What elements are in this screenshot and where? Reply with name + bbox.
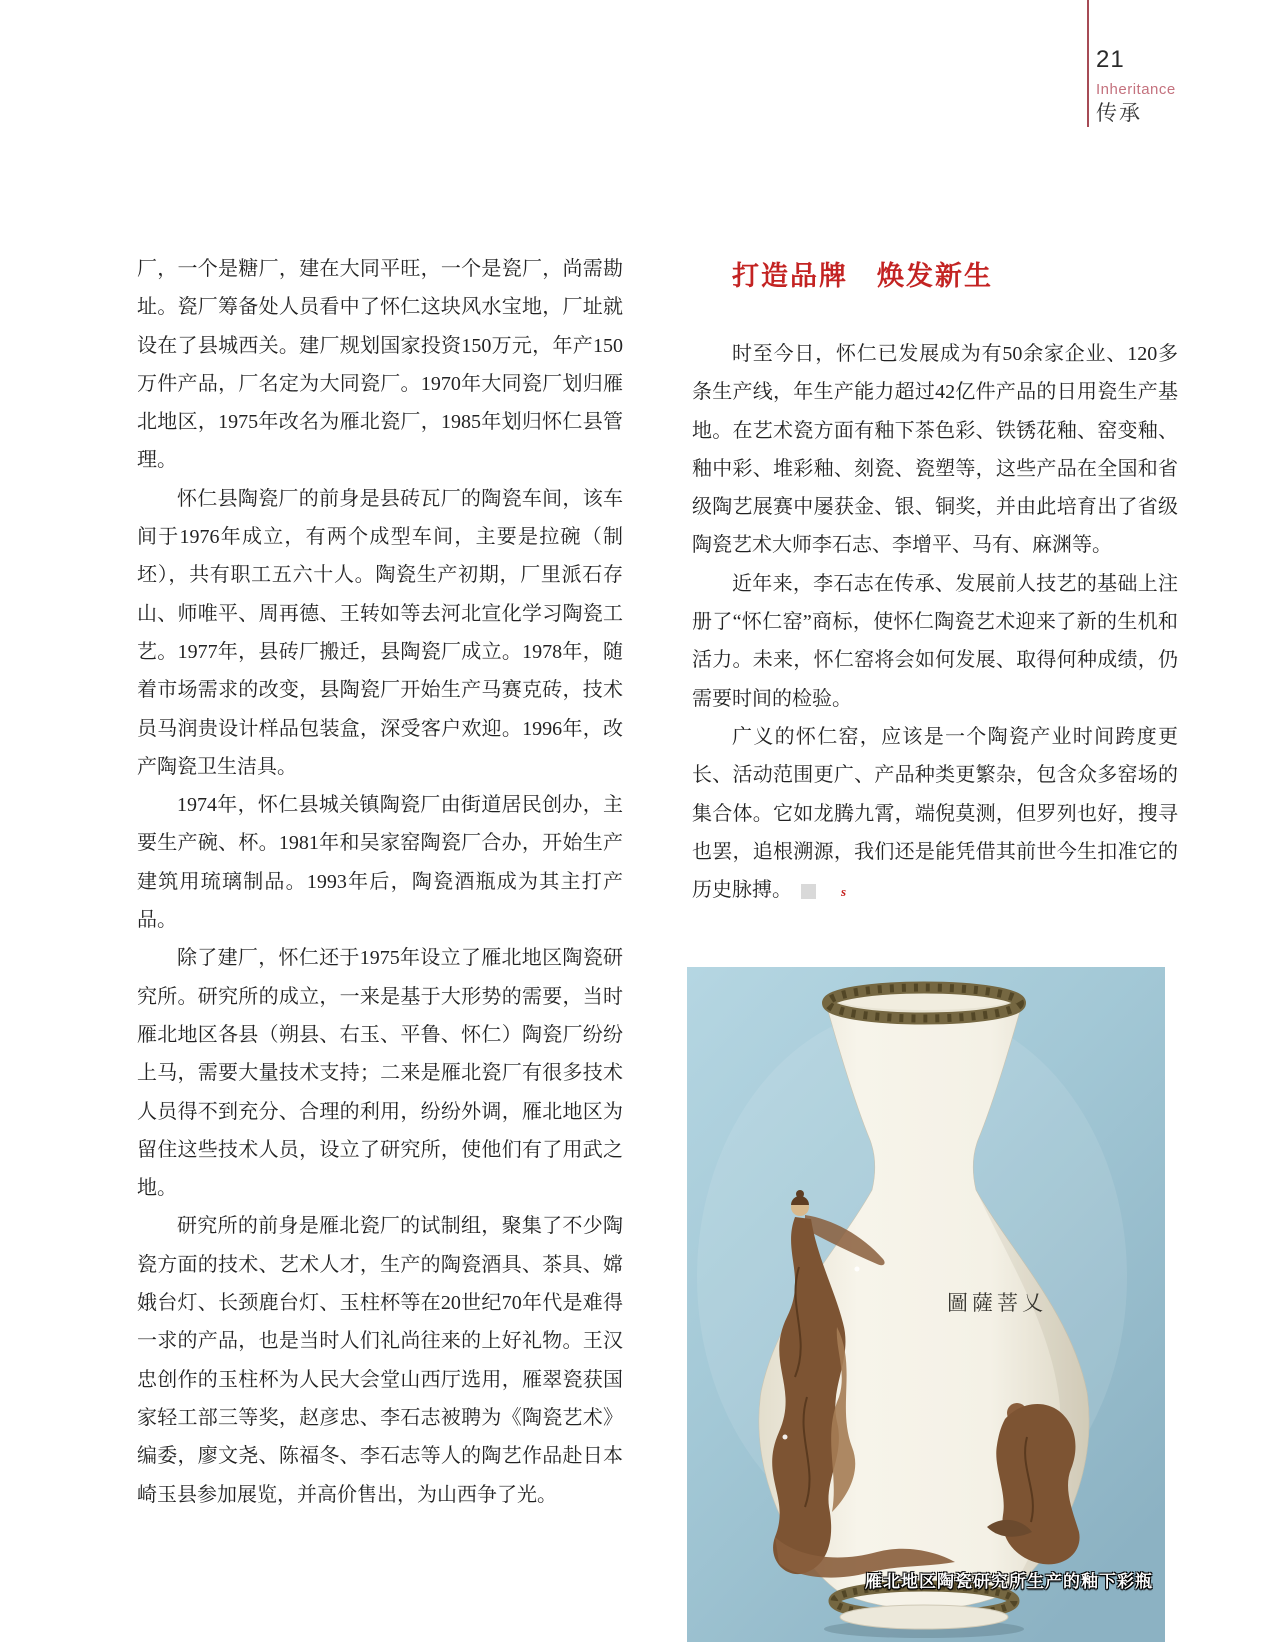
body-paragraph: 1974年，怀仁县城关镇陶瓷厂由街道居民创办，主要生产碗、杯。1981年和吴家窑陶瓷厂合办，开始生产建筑用琉璃制品。1993年后，陶瓷酒瓶成为其主打产品。 <box>137 794 623 932</box>
body-paragraph: 怀仁县陶瓷厂的前身是县砖瓦厂的陶瓷车间，该车间于1976年成立，有两个成型车间，主要是拉碗（制坯），共有职工五六十人。陶瓷生产初期，厂里派石存山、师唯平、周再德、王转如等去河北宣化学习陶瓷工艺。1977年，县砖厂搬迁，县陶瓷厂成立。1978年，随着市场需求的改变，县陶瓷厂开始生产马赛克砖，技术员马润贵设计样品包装盒，深受客户欢迎。1996年，改产陶瓷卫生洁具。 <box>137 487 623 778</box>
right-column <box>692 335 1178 909</box>
section-name-en: Inheritance <box>1096 81 1176 98</box>
body-paragraph: 近年来，李石志在传承、发展前人技艺的基础上注册了“怀仁窑”商标，使怀仁陶瓷艺术迎来了新的生机和活力。未来，怀仁窑将会如何发展、取得何种成绩，仍需要时间的检验。 <box>692 572 1178 710</box>
page-number: 21 <box>1096 46 1125 73</box>
body-paragraph: 研究所的前身是雁北瓷厂的试制组，聚集了不少陶瓷方面的技术、艺术人才，生产的陶瓷酒具、茶具、嫦娥台灯、长颈鹿台灯、玉柱杯等在20世纪70年代是难得一求的产品，也是当时人们礼尚往来的上好礼物。王汉忠创作的玉柱杯为人民大会堂山西厅选用，雁翠瓷获国家轻工部三等奖，赵彦忠、李石志被聘为《陶瓷艺术》编委，廖文尧、陈福冬、李石志等人的陶艺作品赴日本崎玉县参加展览，并高价售出，为山西争了光。 <box>137 1215 623 1506</box>
header-rule <box>1087 0 1089 127</box>
vase-inscription: 圖薩菩乂 <box>947 1291 1047 1315</box>
body-paragraph <box>692 718 1178 909</box>
vase-illustration <box>687 967 1165 1642</box>
section-heading: 打造品牌 焕发新生 <box>732 261 993 291</box>
body-paragraph: 厂，一个是糖厂，建在大同平旺，一个是瓷厂，尚需勘址。瓷厂筹备处人员看中了怀仁这块风水宝地，厂址就设在了县城西关。建厂规划国家投资150万元，年产150万件产品，厂名定为大同瓷厂。1970年大同瓷厂划归雁北地区，1975年改名为雁北瓷厂，1985年划归怀仁县管理。 <box>137 258 623 472</box>
body-paragraph-text: 广义的怀仁窑，应该是一个陶瓷产业时间跨度更长、活动范围更广、产品种类更繁杂，包含众多窑场的集合体。它如龙腾九霄，端倪莫测，但罗列也好，搜寻也罢，追根溯源，我们还是能凭借其前世今生扣准它的历史脉搏。 <box>692 725 1178 902</box>
photo-caption: 雁北地区陶瓷研究所生产的釉下彩瓶 <box>865 1572 1153 1591</box>
vase-photo <box>687 967 1165 1642</box>
body-paragraph: 时至今日，怀仁已发展成为有50余家企业、120多条生产线，年生产能力超过42亿件产品的日用瓷生产基地。在艺术瓷方面有釉下茶色彩、铁锈花釉、窑变釉、釉中彩、堆彩釉、刻瓷、瓷塑等，这些产品在全国和省级陶艺展赛中屡获金、银、铜奖，并由此培育出了省级陶瓷艺术大师李石志、李增平、马有、麻渊等。 <box>692 343 1178 557</box>
end-of-article-icon: s <box>801 884 816 899</box>
body-paragraph: 除了建厂，怀仁还于1975年设立了雁北地区陶瓷研究所。研究所的成立，一来是基于大形势的需要，当时雁北地区各县（朔县、右玉、平鲁、怀仁）陶瓷厂纷纷上马，需要大量技术支持；二来是雁北瓷厂有很多技术人员得不到充分、合理的利用，纷纷外调，雁北地区为留住这些技术人员，设立了研究所，使他们有了用武之地。 <box>137 947 623 1200</box>
left-column <box>137 250 623 1514</box>
section-name-zh: 传承 <box>1096 102 1142 125</box>
